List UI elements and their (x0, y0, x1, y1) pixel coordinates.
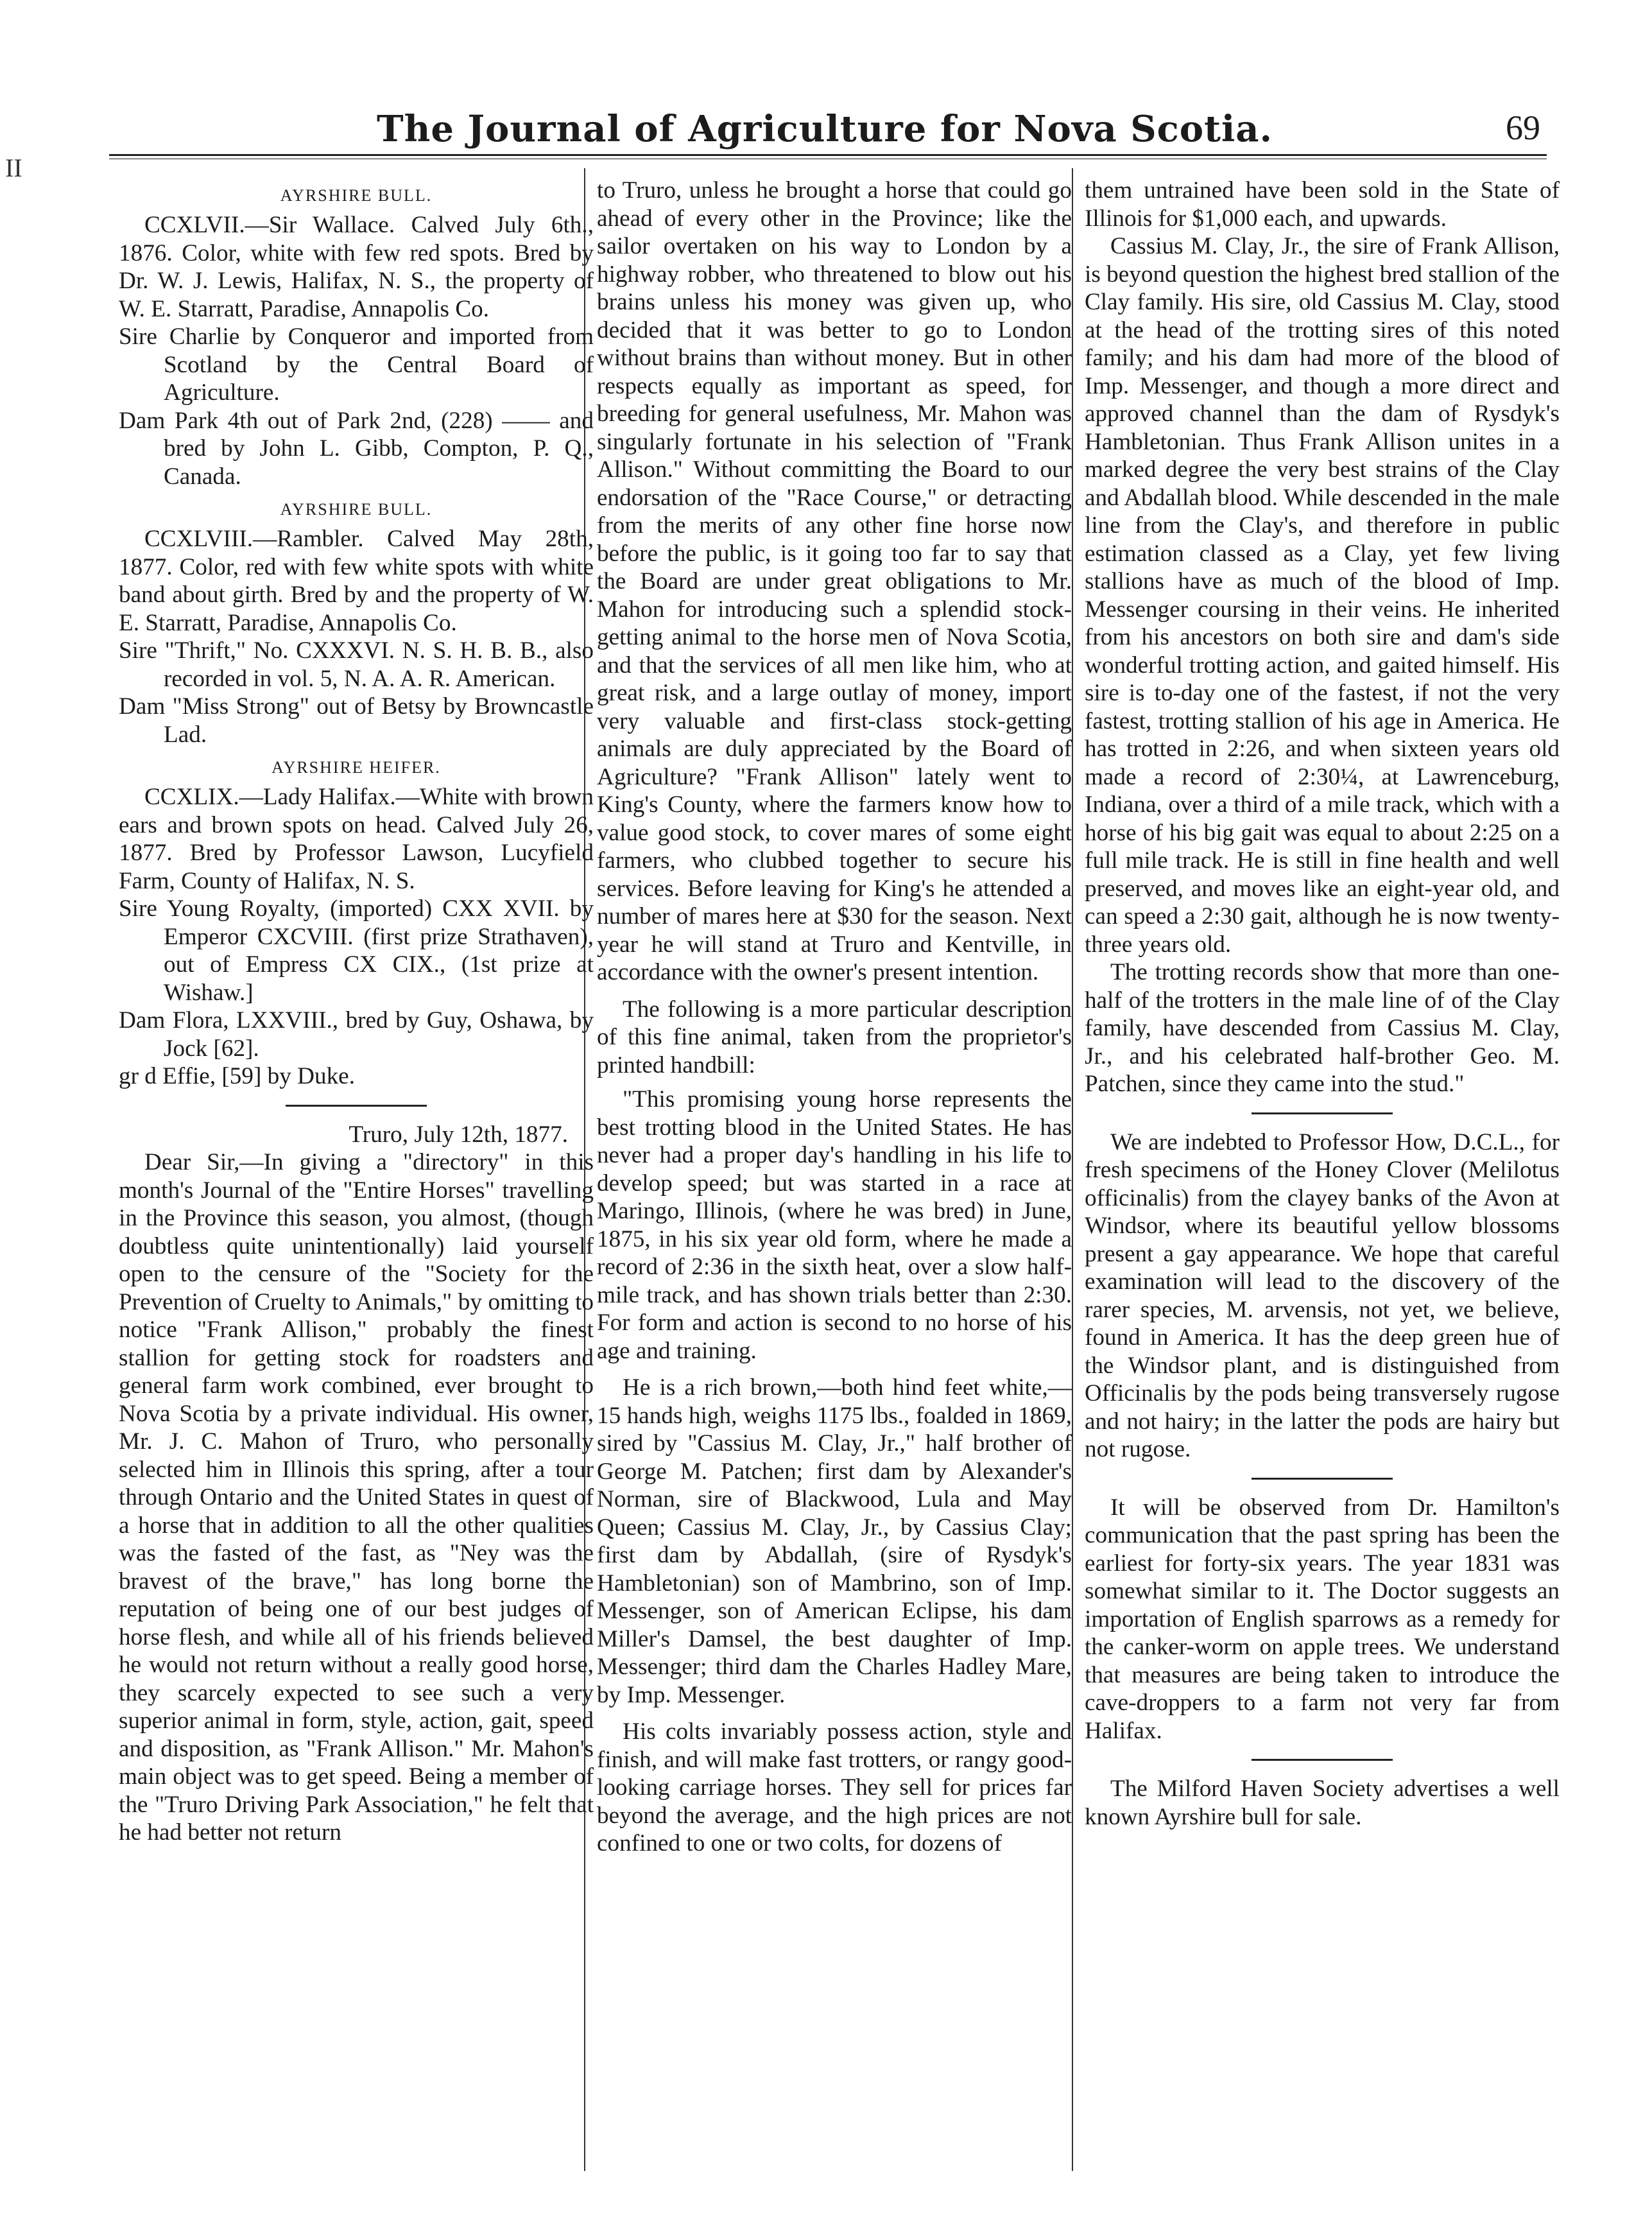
pedigree-entry: gr d Effie, [59] by Duke. (119, 1063, 355, 1089)
page-header (109, 96, 1540, 148)
paragraph: His colts invariably possess action, style and finish, and will make fast trotters, or rangy good-looking carriage horses. They sell for prices far beyond the average, and the high prices are not confined to one or two colts, for dozens of (597, 1718, 1072, 1856)
pedigree-entry: Sire "Thrift," No. CXXXVI. N. S. H. B. B., also recorded in vol. 5, N. A. A. R. American. (119, 637, 594, 692)
column-right (1085, 177, 1560, 2173)
paragraph: We are indebted to Professor How, D.C.L., for fresh specimens of the Honey Clover (Melilotus officinalis) from the clayey banks of the Avon at Windsor, where its beautiful yellow blossoms present a gay appearance. We hope that careful examination will lead to the discovery of the rarer species, M. arvensis, not yet, we believe, found in America. It has the deep green hue of the Windsor plant, and is distinguished from Officinalis by the pods being transversely rugose and not hairy; in the latter the pods are hairy but not rugose. (1085, 1129, 1560, 1462)
section-divider (1252, 1478, 1393, 1480)
letter-dateline: Truro, July 12th, 1877. (348, 1121, 568, 1148)
paragraph: The trotting records show that more than one-half of the trotters in the male line of of the Clay family, have descended from Cassius M. Clay, Jr., and his celebrated half-brother Geo. M. Patchen, since they came into the stud." (1085, 959, 1560, 1097)
paragraph: them untrained have been sold in the State of Illinois for $1,000 each, and upwards. (1085, 177, 1560, 232)
pedigree-entry: Dam Flora, LXXVIII., bred by Guy, Oshawa, by Jock [62]. (119, 1007, 594, 1062)
margin-mark: II (5, 153, 22, 182)
section-divider (1252, 1112, 1393, 1114)
page-number: 69 (1506, 108, 1540, 147)
pedigree-entry: Dam "Miss Strong" out of Betsy by Browncastle Lad. (119, 693, 594, 748)
paragraph: CCXLVII.—Sir Wallace. Calved July 6th., 1876. Color, white with few red spots. Bred by Dr. W. J. Lewis, Halifax, N. S., the property of W. E. Starratt, Paradise, Annapolis Co. (119, 212, 594, 322)
section-heading: AYRSHIRE BULL. (280, 500, 433, 519)
column-left (119, 177, 594, 2173)
section-divider (286, 1105, 427, 1107)
paragraph: Cassius M. Clay, Jr., the sire of Frank Allison, is beyond question the highest bred stallion of the Clay family. His sire, old Cassius M. Clay, stood at the head of the trotting sires of this noted family; and his dam had more of the blood of Imp. Messenger, and though a more direct and approved channel than the dam of Rysdyk's Hambletonian. Thus Frank Allison unites in a marked degree the very best strains of the Clay and Abdallah blood. While descended in the male line from the Clay's, and therefore in public estimation classed as a Clay, yet few living stallions have as much of the blood of Imp. Messenger coursing in their veins. He inherited from his ancestors on both sire and dam's side wonderful trotting action, and gaited himself. His sire is to-day one of the fastest, if not the very fastest, trotting stallion of his age in America. He has trotted in 2:26, and when sixteen years old made a record of 2:30¼, at Lawrenceburg, Indiana, over a third of a mile track, which with a horse of his big gait was equal to about 2:25 on a full mile track. He is still in fine health and well preserved, and moves like an eight-year old, and can speed a 2:30 gait, although he is now twenty-three years old. (1085, 233, 1560, 958)
paragraph: The Milford Haven Society advertises a well known Ayrshire bull for sale. (1085, 1776, 1560, 1830)
paragraph: It will be observed from Dr. Hamilton's communication that the past spring has been the earliest for forty-six years. The year 1831 was somewhat similar to it. The Doctor suggests an importation of English sparrows as a remedy for the canker-worm on apple trees. We understand that measures are being taken to introduce the cave-droppers to a farm not very far from Halifax. (1085, 1494, 1560, 1744)
paragraph: He is a rich brown,—both hind feet white,—15 hands high, weighs 1175 lbs., foalded in 1869, sired by "Cassius M. Clay, Jr.," half brother of George M. Patchen; first dam by Alexander's Norman, sire of Blackwood, Lula and May Queen; Cassius M. Clay, Jr., by Cassius Clay; first dam by Abdallah, (sire of Rysdyk's Hambletonian) son of Mambrino, son of Imp. Messenger, son of American Eclipse, his dam Miller's Damsel, the best daughter of Imp. Messenger; third dam the Charles Hadley Mare, by Imp. Messenger. (597, 1374, 1072, 1708)
column-divider (1072, 168, 1073, 2171)
paragraph: CCXLVIII.—Rambler. Calved May 28th, 1877. Color, red with few white spots with white band about girth. Bred by and the property of W. E. Starratt, Paradise, Annapolis Co. (119, 526, 594, 636)
section-heading: AYRSHIRE HEIFER. (271, 758, 441, 777)
pedigree-entry: Sire Charlie by Conqueror and imported from Scotland by the Central Board of Agriculture. (119, 324, 594, 406)
column-middle (597, 177, 1072, 2173)
paragraph: to Truro, unless he brought a horse that could go ahead of every other in the Province; like the sailor overtaken on his way to London by a highway robber, who threatened to blow out his brains unless his money was given up, who decided that it was better to go to London without brains than without money. But in other respects equally as important as speed, for breeding for general usefulness, Mr. Mahon was singularly fortunate in his selection of "Frank Allison." Without committing the Board to our endorsation of the "Race Course," or detracting from the merits of any other fine horse now before the public, is it going too far to say that the Board are under great obligations to Mr. Mahon for introducing such a splendid stock-getting animal to the horse men of Nova Scotia, and that the services of all men like him, who at great risk, and a large outlay of money, import very valuable and first-class stock-getting animals are duly appreciated by the Board of Agriculture? "Frank Allison" lately went to King's County, where the farmers know how to value good stock, to cover mares of some eight farmers, who clubbed together to secure his services. Before leaving for King's he attended a number of mares here at $30 for the season. Next year he will stand at Truro and Kentville, in accordance with the owner's present intention. (597, 177, 1072, 985)
pedigree-entry: Dam Park 4th out of Park 2nd, (228) —— and bred by John L. Gibb, Compton, P. Q., Canada. (119, 407, 594, 490)
paragraph: The following is a more particular description of this fine animal, taken from the proprietor's printed handbill: (597, 996, 1072, 1078)
running-title: The Journal of Agriculture for Nova Scotia. (376, 108, 1273, 150)
section-divider (1252, 1759, 1393, 1761)
quoted-paragraph: "This promising young horse represents the best trotting blood in the United States. He has never had a proper day's handling in his life to develop speed; but was started in a race at Maringo, Illinois, (where he was bred) in June, 1875, in his six year old form, where he made a record of 2:36 in the sixth heat, over a slow half-mile track, and has shown trials better than 2:30. For form and action is second to no horse of his age and training. (597, 1086, 1072, 1364)
section-heading: AYRSHIRE BULL. (280, 186, 433, 205)
paragraph: CCXLIX.—Lady Halifax.—White with brown ears and brown spots on head. Calved July 26, 1877. Bred by Professor Lawson, Lucyfield Farm, County of Halifax, N. S. (119, 784, 594, 894)
paragraph: Dear Sir,—In giving a "directory" in this month's Journal of the "Entire Horses" travelling in the Province this season, you almost, (though doubtless quite unintentionally) laid yourself open to the censure of the "Society for the Prevention of Cruelty to Animals," by omitting to notice "Frank Allison," probably the finest stallion for getting stock for roadsters and general farm work combined, ever brought to Nova Scotia by a private individual. His owner, Mr. J. C. Mahon of Truro, who personally selected him in Illinois this spring, after a tour through Ontario and the United States in quest of a horse that in addition to all the other qualities was the fasted of the fast, as "Ney was the bravest of the brave," has long borne the reputation of being one of our best judges of horse flesh, and while all of his friends believed he would not return without a really good horse, they scarcely expected to see such a very superior animal in form, style, action, gait, speed and disposition, as "Frank Allison." Mr. Mahon's main object was to get speed. Being a member of the "Truro Driving Park Association," he felt that he had better not return (119, 1149, 594, 1846)
pedigree-entry: Sire Young Royalty, (imported) CXX XVII. by Emperor CXCVIII. (first prize Strathaven), out of Empress CX CIX., (1st prize at Wishaw.] (119, 895, 594, 1006)
header-rule (109, 154, 1547, 159)
